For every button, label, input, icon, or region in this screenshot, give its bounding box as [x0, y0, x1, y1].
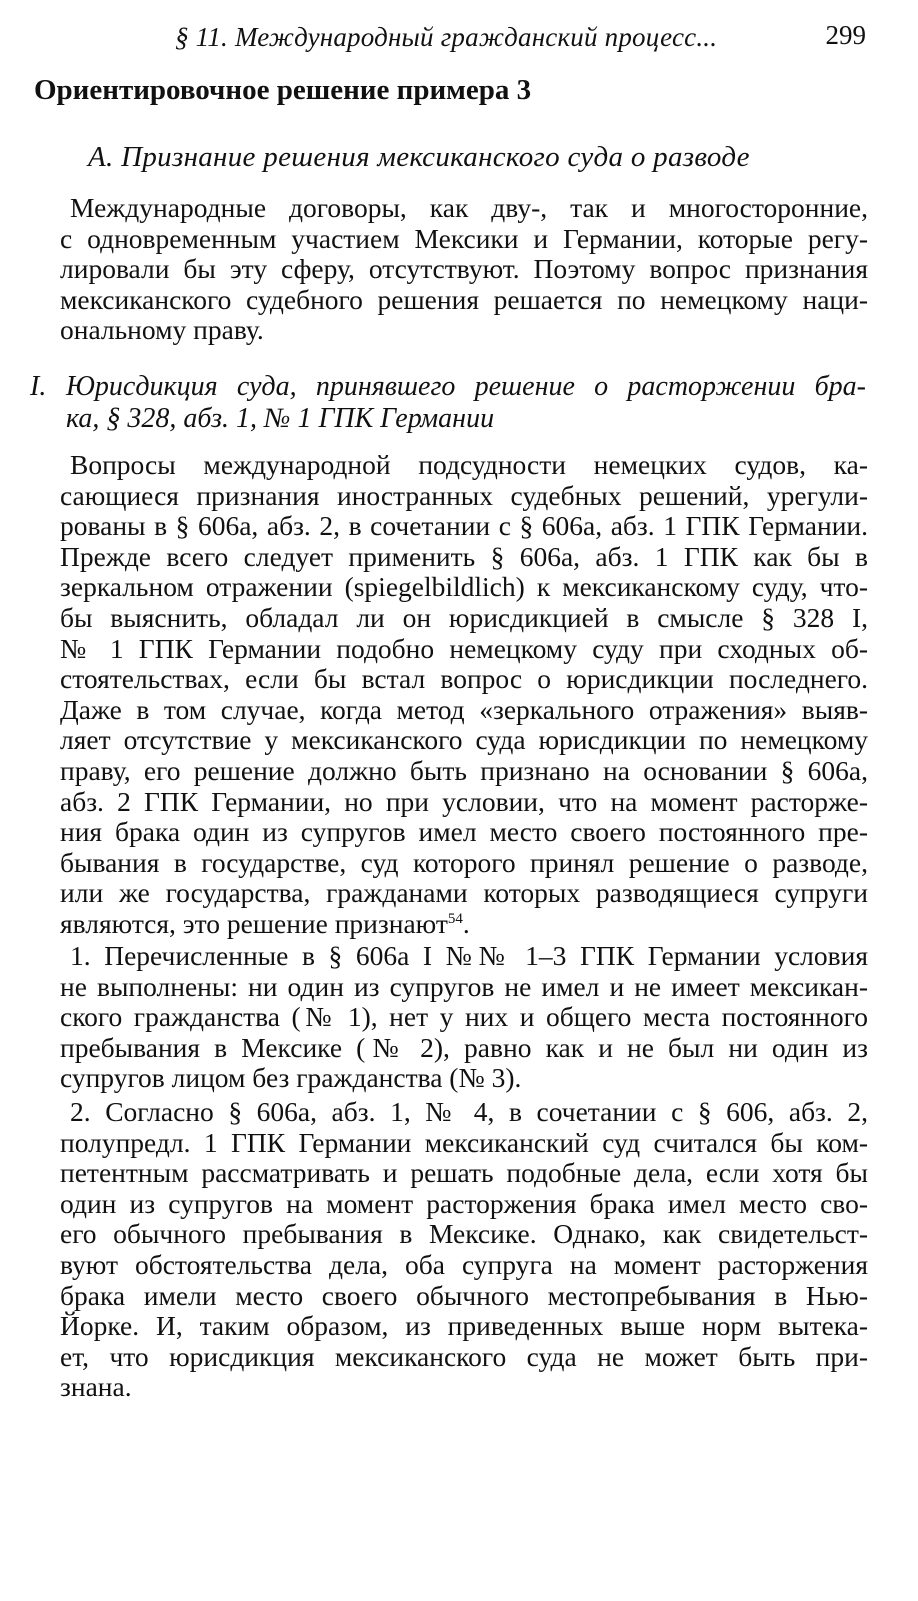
- text-line: ния брака один из супругов имел место своего постоянного пре-: [60, 816, 868, 848]
- text-line: Прежде всего следует применить § 606а, абз. 1 ГПК как бы в: [60, 540, 868, 572]
- text-line: Международные договоры, как дву-, так и многосторонние,: [70, 192, 868, 223]
- text-line: ляет отсутствие у мексиканского суда юрисдикции по немецкому: [60, 724, 868, 756]
- text-line: его обычного пребывания в Мексике. Однако, как свидетельст-: [60, 1218, 868, 1250]
- text-line: 2. Согласно § 606а, абз. 1, № 4, в сочетании с § 606, абз. 2,: [70, 1096, 868, 1127]
- running-head: § 11. Международный гражданский процесс...: [175, 22, 718, 52]
- page-number: 299: [825, 20, 866, 50]
- text-line: супругов лицом без гражданства (№ 3).: [60, 1062, 522, 1094]
- text-line: 1. Перечисленные в § 606а I №№ 1–3 ГПК Германии условия: [70, 940, 868, 971]
- text-line: Вопросы международной подсудности немецких судов, ка-: [70, 449, 868, 480]
- text-line: мексиканского судебного решения решается по немецкому наци-: [60, 283, 868, 315]
- text-line: сающиеся признания иностранных судебных решений, урегули-: [60, 479, 868, 511]
- text-segment: .: [462, 907, 470, 939]
- text-line: знана.: [60, 1371, 132, 1403]
- text-line: № 1 ГПК Германии подобно немецкому суду при сходных об-: [60, 632, 868, 664]
- text-line: ского гражданства (№ 1), нет у них и общего места постоянного: [60, 1001, 868, 1033]
- text-line: бывания в государстве, суд которого принял решение о разводе,: [60, 846, 868, 878]
- text-line: с одновременным участием Мексики и Германии, которые регу-: [60, 222, 868, 254]
- footnote-ref: 54: [447, 910, 463, 927]
- subsection-title: А. Признание решения мексиканского суда о разводе: [88, 141, 750, 173]
- text-line: Даже в том случае, когда метод «зеркального отражения» выяв-: [60, 693, 868, 725]
- text-line: рованы в § 606а, абз. 2, в сочетании с § 606а, абз. 1 ГПК Германии.: [60, 510, 868, 542]
- text-line: или же государства, гражданами которых разводящиеся супруги: [60, 877, 868, 909]
- text-line: стоятельствах, если бы встал вопрос о юрисдикции последнего.: [60, 663, 868, 695]
- text-line: зеркальном отражении (spiegelbildlich) к мексиканскому суду, что-: [60, 571, 868, 603]
- text-line: лировали бы эту сферу, отсутствуют. Поэтому вопрос признания: [60, 253, 868, 285]
- item-heading-text: [66, 371, 866, 435]
- text-line: вуют обстоятельства дела, оба супруга на момент расторжения: [60, 1248, 868, 1280]
- text-line: петентным рассматривать и решать подобные дела, если хотя бы: [60, 1157, 868, 1189]
- item-number: I.: [30, 371, 47, 402]
- text-line: праву, его решение должно быть признано на основании § 606а,: [60, 754, 868, 786]
- text-line: один из супругов на момент расторжения брака имел место сво-: [60, 1187, 868, 1219]
- point-1-paragraph: [60, 941, 868, 1094]
- main-paragraph: [60, 450, 868, 940]
- text-line: Йорке. И, таким образом, из приведенных выше норм вытека-: [60, 1310, 868, 1342]
- intro-paragraph: [60, 193, 868, 346]
- text-line: полупредл. 1 ГПК Германии мексиканский суд считался бы ком-: [60, 1126, 868, 1158]
- text-line: ет, что юрисдикция мексиканского суда не может быть при-: [60, 1340, 868, 1372]
- text-line: бы выяснить, обладал ли он юрисдикцией в смысле § 328 I,: [60, 601, 868, 633]
- text-line: ка, § 328, абз. 1, № 1 ГПК Германии: [66, 403, 495, 434]
- text-line: Юрисдикция суда, принявшего решение о расторжении бра-: [66, 371, 866, 402]
- text-line: не выполнены: ни один из супругов не имел и не имеет мексикан-: [60, 970, 868, 1002]
- item-heading: [30, 371, 870, 435]
- text-line: ональному праву.: [60, 314, 264, 346]
- text-segment: являются, это решение признают: [60, 907, 448, 939]
- text-line-with-footnote: [60, 909, 868, 940]
- section-title: Ориентировочное решение примера 3: [34, 74, 532, 106]
- text-line: брака имели место своего обычного местопребывания в Нью-: [60, 1279, 868, 1311]
- text-line: абз. 2 ГПК Германии, но при условии, что на момент расторже-: [60, 785, 868, 817]
- text-line: пребывания в Мексике (№ 2), равно как и не был ни один из: [60, 1031, 868, 1063]
- point-2-paragraph: [60, 1097, 868, 1403]
